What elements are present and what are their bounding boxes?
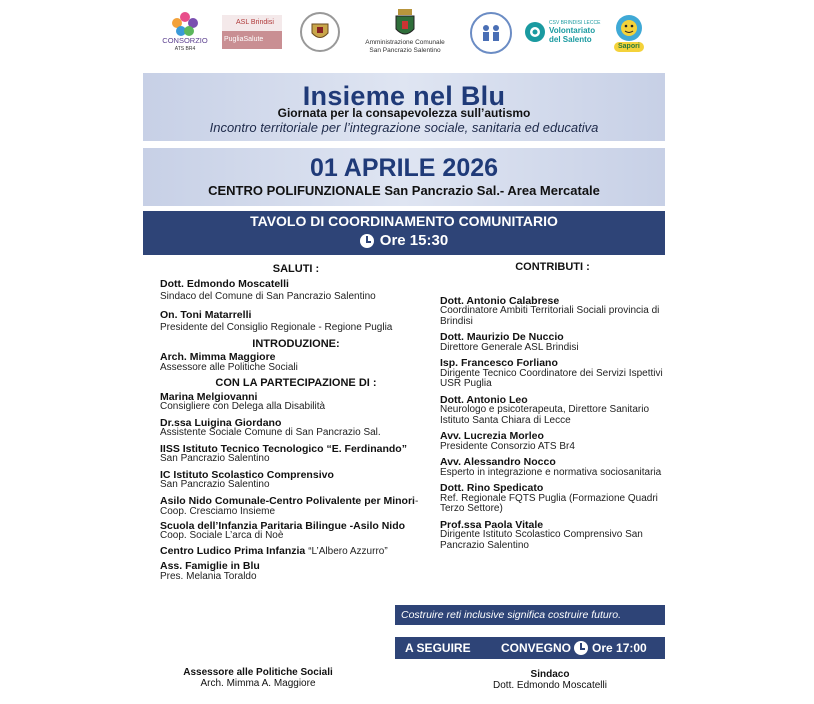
csv-line2: Volontariato [549, 26, 596, 35]
follow-up-label: A SEGUIRE [405, 641, 471, 655]
signature-role: Sindaco [530, 669, 570, 680]
asl-sub: PugliaSalute [222, 31, 282, 49]
sapori-logo [610, 12, 648, 54]
consorzio-flower-icon [171, 11, 199, 37]
contributi-heading: CONTRIBUTI : [515, 261, 590, 273]
follow-up-bar [395, 637, 665, 659]
person-role: Ref. Regionale FQTS Puglia (Formazione Quadri Terzo Settore) [440, 492, 658, 514]
coordination-time-row [143, 232, 665, 249]
list-item [440, 431, 665, 452]
person-name: IISS Istituto Tecnico Tecnologico “E. Ferdinando” [160, 442, 407, 455]
person-role: Assistente Sociale Comune di San Pancrazio Sal. [160, 427, 381, 438]
person-name: Asilo Nido Comunale-Centro Polivalente per Minori [160, 494, 415, 507]
signature-name: Arch. Mimma A. Maggiore [200, 678, 316, 689]
person-role: Coordinatore Ambiti Territoriali Sociali provincia di Brindisi [440, 305, 660, 327]
person-role: San Pancrazio Salentino [160, 453, 270, 464]
sapori-text: Sapori [618, 43, 640, 50]
coordination-title: TAVOLO DI COORDINAMENTO COMUNITARIO [250, 213, 558, 229]
list-item [160, 352, 432, 373]
person-name: Isp. Francesco Forliano [440, 357, 558, 369]
consorzio-logo [160, 8, 210, 56]
convegno-label: CONVEGNO [501, 641, 572, 655]
list-item [160, 470, 432, 491]
list-item [440, 395, 665, 427]
csv-logo [524, 8, 604, 56]
event-subtitle: Giornata per la consapevolezza sull’autismo [277, 106, 531, 120]
comune-line1: Amministrazione Comunale [365, 39, 445, 46]
person-name: Arch. Mimma Maggiore [160, 351, 276, 363]
person-name: IC Istituto Scolastico Comprensivo [160, 468, 334, 481]
list-item [160, 521, 432, 542]
csv-line1: CSV BRINDISI LECCE [549, 20, 601, 26]
csv-spiral-icon [524, 21, 546, 43]
signature-name: Dott. Edmondo Moscatelli [493, 680, 607, 691]
school-crest-logo [300, 12, 340, 52]
clock-icon [574, 641, 588, 655]
asl-logo [222, 8, 282, 56]
person-role: - Coop. Cresciamo Insieme [160, 495, 419, 517]
event-date: 01 APRILE 2026 [309, 154, 499, 182]
right-column [440, 262, 665, 556]
list-item [440, 296, 665, 328]
person-role: Direttore Generale ASL Brindisi [440, 341, 579, 353]
asl-name: ASL Brindisi [222, 15, 282, 31]
person-role: Pres. Melania Toraldo [160, 570, 257, 582]
consorzio-sub: ATS BR4 [174, 46, 196, 52]
person-role: Coop. Sociale L’arca di Noè [160, 530, 284, 541]
children-icon [479, 23, 503, 43]
title-band [143, 73, 665, 141]
list-item [440, 332, 665, 353]
person-name: On. Toni Matarrelli [160, 308, 252, 321]
person-role: Consigliere con Delega alla Disabilità [160, 401, 326, 412]
person-name: Marina Melgiovanni [160, 390, 258, 403]
event-tagline: Incontro territoriale per l’integrazione sociale, sanitaria ed educativa [209, 120, 599, 135]
saluti-heading: SALUTI : [272, 263, 320, 275]
partecipazione-heading: CON LA PARTECIPAZIONE DI : [215, 377, 377, 389]
left-column [160, 264, 432, 587]
person-name: Avv. Lucrezia Morleo [440, 430, 544, 442]
person-role: “L’Albero Azzurro” [308, 545, 388, 557]
introduzione-heading: INTRODUZIONE: [252, 337, 340, 350]
list-item [160, 496, 432, 518]
list-item [440, 520, 665, 552]
comune-line2: San Pancrazio Salentino [369, 47, 441, 54]
person-name: Dott. Edmondo Moscatelli [160, 277, 289, 290]
person-name: Avv. Alessandro Nocco [440, 456, 556, 468]
person-role: Sindaco del Comune di San Pancrazio Salentino [160, 291, 376, 302]
person-name: Ass. Famiglie in Blu [160, 560, 260, 572]
date-band [143, 148, 665, 206]
person-name: Scuola dell’Infanzia Paritaria Bilingue -Asilo Nido [160, 519, 406, 532]
list-item [440, 457, 665, 478]
signature-right [470, 669, 630, 691]
coordination-bar [143, 211, 665, 255]
list-item [160, 392, 432, 413]
comune-logo [355, 5, 455, 59]
motto-text: Costruire reti inclusive significa costruire futuro. [401, 609, 621, 621]
person-role: Assessore alle Politiche Sociali [160, 361, 298, 373]
person-role: Presidente Consorzio ATS Br4 [440, 440, 575, 452]
person-role: San Pancrazio Salentino [160, 479, 270, 490]
list-item [160, 310, 432, 334]
coat-of-arms-icon [394, 9, 416, 39]
person-name: Prof.ssa Paola Vitale [440, 518, 544, 531]
list-item [440, 483, 665, 515]
person-name: Dott. Rino Spedicato [440, 482, 544, 494]
event-place: CENTRO POLIFUNZIONALE San Pancrazio Sal.- Area Mercatale [208, 183, 600, 198]
person-name: Centro Ludico Prima Infanzia [160, 544, 309, 557]
motto-bar [395, 605, 665, 625]
person-role: Esperto in integrazione e normativa sociosanitaria [440, 466, 662, 478]
signature-left [168, 667, 348, 689]
clock-icon [360, 234, 374, 248]
association-logo [470, 12, 512, 54]
person-role: Dirigente Istituto Scolastico Comprensivo San Pancrazio Salentino [440, 529, 643, 551]
list-item [160, 279, 432, 303]
person-role: Presidente del Consiglio Regionale - Regione Puglia [160, 322, 393, 333]
person-role: Neurologo e psicoterapeuta, Direttore Sanitario Istituto Santa Chiara di Lecce [440, 404, 650, 426]
person-role: Dirigente Tecnico Coordinatore dei Servizi Ispettivi USR Puglia [440, 367, 663, 389]
list-item [160, 546, 432, 558]
convegno-time: Ore 17:00 [592, 641, 647, 655]
list-item [440, 358, 665, 390]
list-item [160, 561, 432, 582]
event-title: Insieme nel Blu [302, 81, 506, 111]
person-name: Dott. Maurizio De Nuccio [440, 331, 564, 343]
consorzio-name: CONSORZIO [162, 36, 208, 45]
crest-icon [309, 21, 331, 43]
person-name: Dott. Antonio Calabrese [440, 294, 560, 307]
person-name: Dott. Antonio Leo [440, 393, 528, 406]
csv-line3: del Salento [549, 35, 592, 44]
coordination-time: Ore 15:30 [379, 232, 449, 249]
list-item [160, 444, 432, 465]
list-item [160, 418, 432, 439]
signature-role: Assessore alle Politiche Sociali [183, 667, 333, 678]
person-name: Dr.ssa Luigina Giordano [160, 416, 282, 429]
